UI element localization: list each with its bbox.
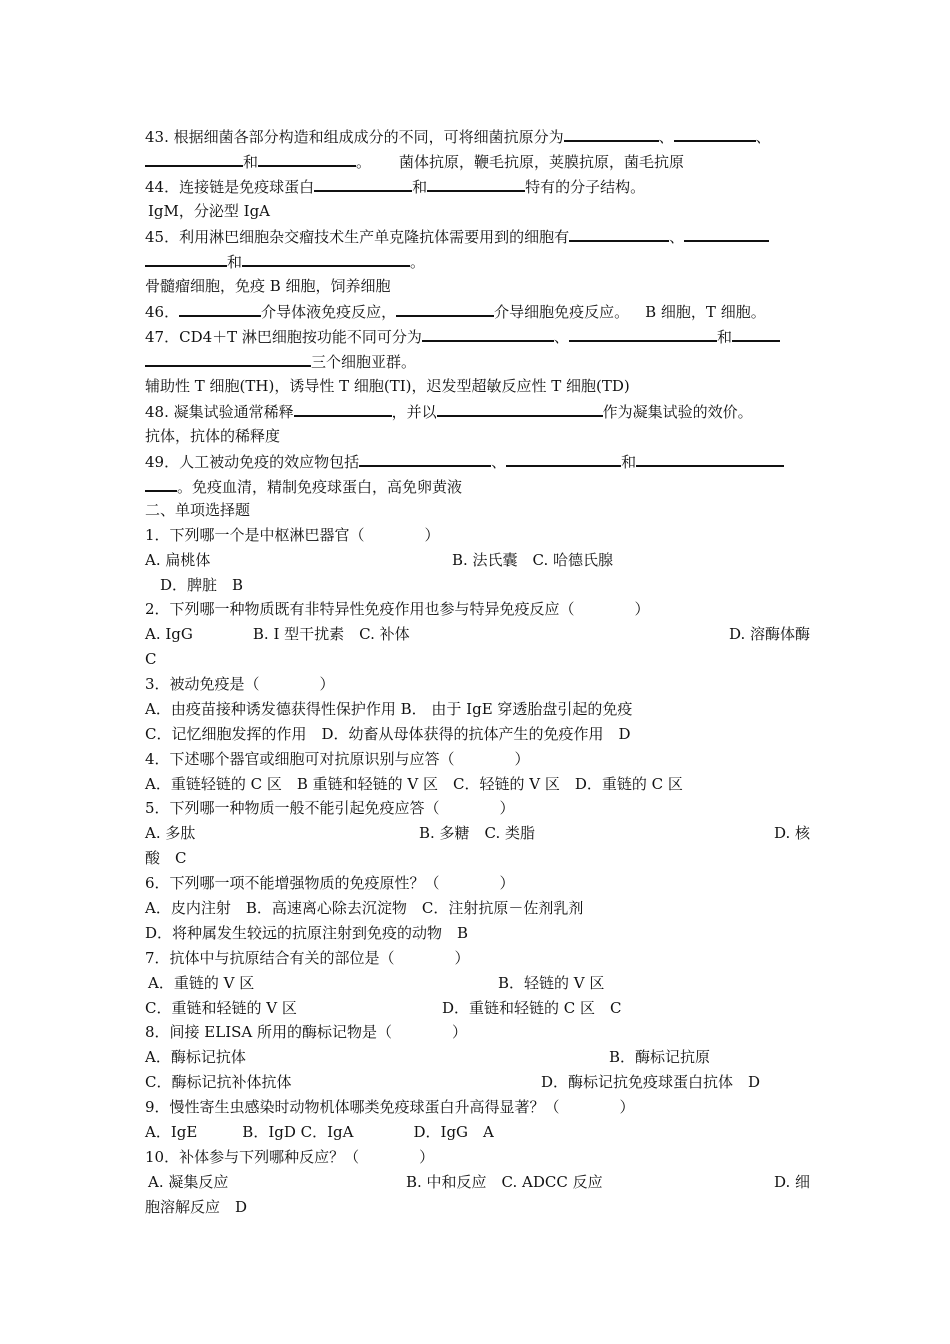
q46-line: 46． 介导体液免疫反应， 介导细胞免疫反应。 B 细胞，T 细胞。 xyxy=(145,303,766,321)
answer-blank xyxy=(258,151,356,167)
answer-blank xyxy=(674,126,756,142)
mc-q7-stem: 7．抗体中与抗原结合有关的部位是（ ） xyxy=(145,949,470,967)
mc-q5-options-cont: 酸 C xyxy=(145,849,187,867)
answer-blank xyxy=(684,226,769,242)
mc-q2-stem: 2．下列哪一种物质既有非特异性免疫作用也参与特异免疫反应（ ） xyxy=(145,600,650,618)
q45-answer: 骨髓瘤细胞，免疫 B 细胞，饲养细胞 xyxy=(145,277,391,295)
mc-q4-options: A．重链轻链的 C 区 B 重链和轻链的 V 区 C．轻链的 V 区 D．重链的 C 区 xyxy=(145,775,683,793)
answer-blank xyxy=(437,401,603,417)
mc-q10-options-cont: 胞溶解反应 D xyxy=(145,1198,248,1216)
mc-q3-options-cd: C．记忆细胞发挥的作用 D．幼畜从母体获得的抗体产生的免疫作用 D xyxy=(145,725,631,743)
mc-q1-option-d: D．脾脏 B xyxy=(160,576,244,594)
mc-q6-stem: 6．下列哪一项不能增强物质的免疫原性？（ ） xyxy=(145,874,515,892)
q48-line: 48. 凝集试验通常稀释 ，并以 作为凝集试验的效价。 xyxy=(145,403,753,421)
q44-line: 44．连接链是免疫球蛋白 和 特有的分子结构。 xyxy=(145,178,646,196)
mc-q9-options: A．IgE B．IgD C．IgA D．IgG A xyxy=(145,1123,494,1141)
answer-blank xyxy=(564,126,659,142)
answer-blank xyxy=(569,226,669,242)
mc-q5-stem: 5．下列哪一种物质一般不能引起免疫应答（ ） xyxy=(145,799,515,817)
answer-blank xyxy=(314,176,412,192)
q43-line2: 和 。 菌体抗原，鞭毛抗原，荚膜抗原，菌毛抗原 xyxy=(145,151,810,172)
q45-line1: 45．利用淋巴细胞杂交瘤技术生产单克隆抗体需要用到的细胞有 、 xyxy=(145,226,810,247)
mc-q5-options: A. 多肽 B. 多糖 C. 类脂 D. 核 xyxy=(145,824,810,842)
answer-blank xyxy=(145,151,243,167)
answer-blank xyxy=(506,451,621,467)
answer-blank xyxy=(145,251,227,267)
mc-q6-options-abc: A．皮内注射 B．高速离心除去沉淀物 C．注射抗原－佐剂乳剂 xyxy=(145,899,584,917)
q48-answer: 抗体，抗体的稀释度 xyxy=(145,427,281,445)
q47-line1: 47．CD4＋T 淋巴细胞按功能不同可分为 、 和 xyxy=(145,326,810,347)
mc-q3-options-ab: A．由疫苗接种诱发德获得性保护作用 B． 由于 IgE 穿透胎盘引起的免疫 xyxy=(145,700,633,718)
answer-blank xyxy=(636,451,784,467)
q46-answer: B 细胞，T 细胞。 xyxy=(645,303,766,321)
mc-q1-stem: 1．下列哪一个是中枢淋巴器官（ ） xyxy=(145,526,440,544)
q49-line2: 。免疫血清，精制免疫球蛋白，高免卵黄液 xyxy=(145,476,810,497)
answer-blank xyxy=(732,326,780,342)
mc-q4-stem: 4．下述哪个器官或细胞可对抗原识别与应答（ ） xyxy=(145,750,530,768)
answer-blank xyxy=(422,326,554,342)
mc-q10-options: A. 凝集反应 B. 中和反应 C. ADCC 反应 D. 细 xyxy=(148,1173,810,1191)
q47-line2: 三个细胞亚群。 xyxy=(145,351,810,372)
answer-blank xyxy=(359,451,491,467)
mc-q7-options-cd: C．重链和轻链的 V 区 D．重链和轻链的 C 区 C xyxy=(145,999,622,1017)
q45-line2: 和 。 xyxy=(145,251,810,272)
mc-q2-answer: C xyxy=(145,650,157,668)
document-page: 43. 根据细菌各部分构造和组成成分的不同，可将细菌抗原分为 、 、 和 。 菌体抗原，鞭毛抗原，荚膜抗原，菌毛抗原 44．连接链是免疫球蛋白 和 特有的分子结构。 IgM，分泌型 IgA 45．利用淋巴细胞杂交瘤技术生产单克隆抗体需要用到的细胞有 、 和 。 骨髓瘤细胞，免疫 B 细胞，饲养细胞 46． 介导体液免疫反应， 介导细胞免疫反应。 B 细胞，T 细胞。 47．CD4＋T 淋巴细胞按功能不同可分为 、 和 三个细胞亚群。 辅助性 T 细胞(TH)，诱导性 T 细胞(TI)，迟发型超敏反应性 T 细胞(TD) 48. 凝集试验通常稀释 ，并以 作为凝集试验的效价。 抗体，抗体的稀释度 49．人工被动免疫的效应物包括 、 和 。免疫血清，精制免疫球蛋白，高免卵黄液 二、单项选择题 1．下列哪一个是中枢淋巴器官（ ） A. 扁桃体 B. 法氏囊 C. 哈德氏腺 D．脾脏 B 2．下列哪一种物质既有非特异性免疫作用也参与特异免疫反应（ ） A. IgG B. I 型干扰素 C. 补体 D. 溶酶体酶 C 3．被动免疫是（ ） A．由疫苗接种诱发德获得性保护作用 B． 由于 IgE 穿透胎盘引起的免疫 C．记忆细胞发挥的作用 D．幼畜从母体获得的抗体产生的免疫作用 D 4．下述哪个器官或细胞可对抗原识别与应答（ ） A．重链轻链的 C 区 B 重链和轻链的 V 区 C．轻链的 V 区 D．重链的 C 区 5．下列哪一种物质一般不能引起免疫应答（ ） A. 多肽 B. 多糖 C. 类脂 D. 核 酸 C 6．下列哪一项不能增强物质的免疫原性？（ ） A．皮内注射 B．高速离心除去沉淀物 C．注射抗原－佐剂乳剂 D．将种属发生较远的抗原注射到免疫的动物 B 7．抗体中与抗原结合有关的部位是（ ） A．重链的 V 区 B．轻链的 V 区 C．重链和轻链的 V 区 D．重链和轻链的 C 区 C 8．间接 ELISA 所用的酶标记物是（ ） A．酶标记抗体 B．酶标记抗原 C．酶标记抗补体抗体 D．酶标记抗免疫球蛋白抗体 D 9．慢性寄生虫感染时动物机体哪类免疫球蛋白升高得显著？（ ） A．IgE B．IgD C．IgA D．IgG A 10．补体参与下列哪种反应？（ ） A. 凝集反应 B. 中和反应 C. ADCC 反应 D. 细 胞溶解反应 D xyxy=(0,0,950,1344)
mc-q1-options: A. 扁桃体 B. 法氏囊 C. 哈德氏腺 xyxy=(145,551,614,569)
mc-q3-stem: 3．被动免疫是（ ） xyxy=(145,675,335,693)
mc-q8-options-ab: A．酶标记抗体 B．酶标记抗原 xyxy=(145,1048,711,1066)
answer-blank xyxy=(179,301,261,317)
answer-blank xyxy=(569,326,717,342)
mc-q8-stem: 8．间接 ELISA 所用的酶标记物是（ ） xyxy=(145,1023,468,1041)
mc-q9-stem: 9．慢性寄生虫感染时动物机体哪类免疫球蛋白升高得显著？（ ） xyxy=(145,1098,635,1116)
answer-blank xyxy=(396,301,494,317)
q47-answer: 辅助性 T 细胞(TH)，诱导性 T 细胞(TI)，迟发型超敏反应性 T 细胞(TD) xyxy=(145,377,630,395)
mc-q10-stem: 10．补体参与下列哪种反应？（ ） xyxy=(145,1148,435,1166)
mc-q6-option-d: D．将种属发生较远的抗原注射到免疫的动物 B xyxy=(145,924,469,942)
q44-answer: IgM，分泌型 IgA xyxy=(148,202,271,220)
mc-q8-options-cd: C．酶标记抗补体抗体 D．酶标记抗免疫球蛋白抗体 D xyxy=(145,1073,761,1091)
mc-q2-options: A. IgG B. I 型干扰素 C. 补体 D. 溶酶体酶 xyxy=(145,625,810,643)
q43-line1: 43. 根据细菌各部分构造和组成成分的不同，可将细菌抗原分为 、 、 xyxy=(145,128,771,146)
answer-blank xyxy=(145,351,311,367)
answer-blank xyxy=(427,176,525,192)
section-heading: 二、单项选择题 xyxy=(145,501,251,519)
q43-answer: 菌体抗原，鞭毛抗原，荚膜抗原，菌毛抗原 xyxy=(399,153,685,171)
q49-line1: 49．人工被动免疫的效应物包括 、 和 xyxy=(145,451,810,472)
answer-blank xyxy=(294,401,392,417)
answer-blank xyxy=(145,476,177,492)
answer-blank xyxy=(242,251,410,267)
